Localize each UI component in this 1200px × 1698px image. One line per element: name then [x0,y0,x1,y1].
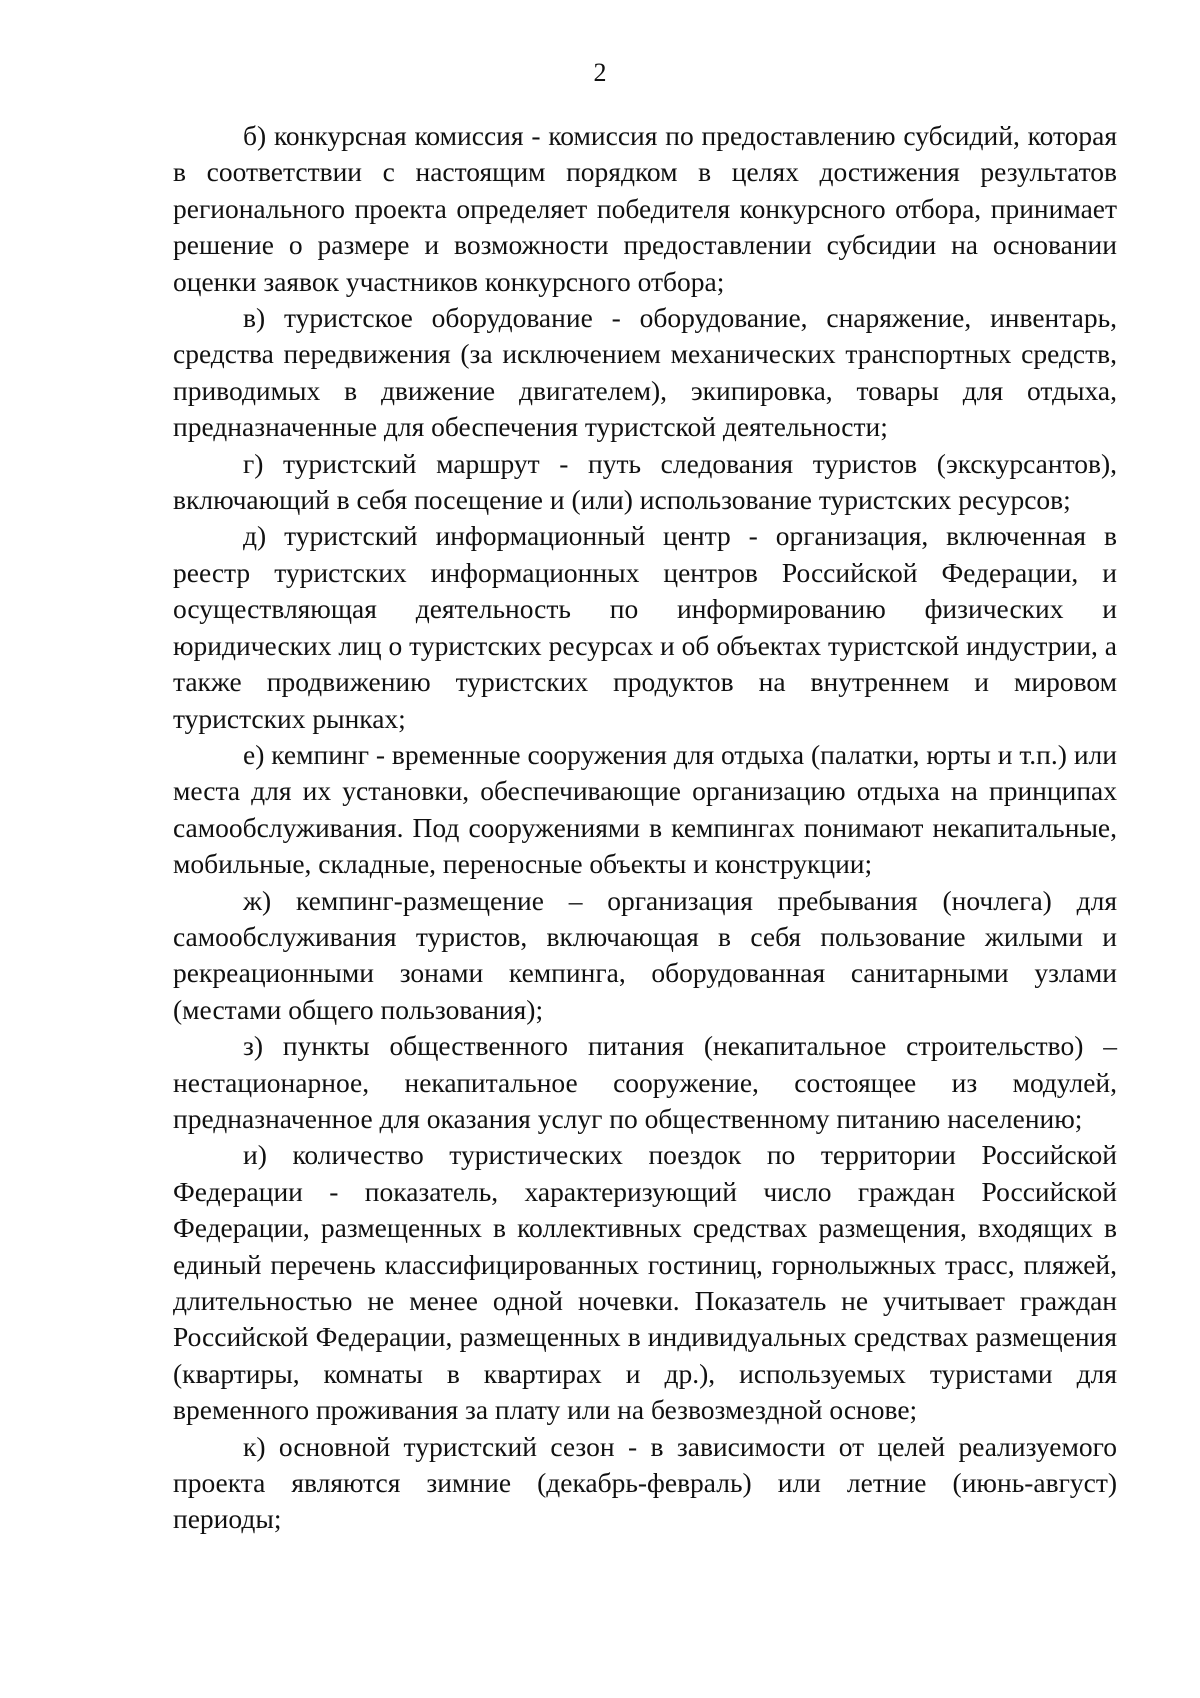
paragraph-d: д) туристский информационный центр - организация, включенная в реестр туристских информационных центров Российской Федерации, и осуществляющая деятельность по информированию физических и юридических лиц о туристских ресурсах и об объектах туристской индустрии, а также продвижению туристских продуктов на внутреннем и мировом туристских рынках; [173,520,1117,734]
paragraph-e: е) кемпинг - временные сооружения для отдыха (палатки, юрты и т.п.) или места для их установки, обеспечивающие организацию отдыха на принципах самообслуживания. Под сооружениями в кемпингах понимают некапитальные, мобильные, складные, переносные объекты и конструкции; [173,738,1117,880]
paragraph-i: и) количество туристических поездок по территории Российской Федерации - показатель, характеризующий число граждан Российской Федерации, размещенных в коллективных средствах размещения, входящих в единый перечень классифицированных гостиниц, горнолыжных трасс, пляжей, длительностью не менее одной ночевки. Показатель не учитывает граждан Российской Федерации, размещенных в индивидуальных средствах размещения (квартиры, комнаты в квартирах и др.), используемых туристами для временного проживания за плату или на безвозмездной основе; [173,1139,1117,1426]
paragraph-b: б) конкурсная комиссия - комиссия по предоставлению субсидий, которая в соответствии с настоящим порядком в целях достижения результатов регионального проекта определяет победителя конкурсного отбора, принимает решение о размере и возможности предоставлении субсидии на основании оценки заявок участников конкурсного отбора; [173,120,1117,297]
paragraph-zh: ж) кемпинг-размещение – организация пребывания (ночлега) для самообслуживания туристов, включающая в себя пользование жилыми и рекреационными зонами кемпинга, оборудованная санитарными узлами (местами общего пользования); [173,884,1117,1025]
paragraph-k: к) основной туристский сезон - в зависимости от целей реализуемого проекта являются зимние (декабрь-февраль) или летние (июнь-август) периоды; [173,1430,1117,1535]
document-body [173,118,1117,1538]
paragraph-z: з) пункты общественного питания (некапитальное строительство) – нестационарное, некапитальное сооружение, состоящее из модулей, предназначенное для оказания услуг по общественному питанию населению; [173,1030,1117,1134]
page-number: 2 [593,58,607,87]
paragraph-v: в) туристское оборудование - оборудование, снаряжение, инвентарь, средства передвижения (за исключением механических транспортных средств, приводимых в движение двигателем), экипировка, товары для отдыха, предназначенные для обеспечения туристской деятельности; [173,302,1117,443]
paragraph-g: г) туристский маршрут - путь следования туристов (экскурсантов), включающий в себя посещение и (или) использование туристских ресурсов; [173,447,1117,516]
